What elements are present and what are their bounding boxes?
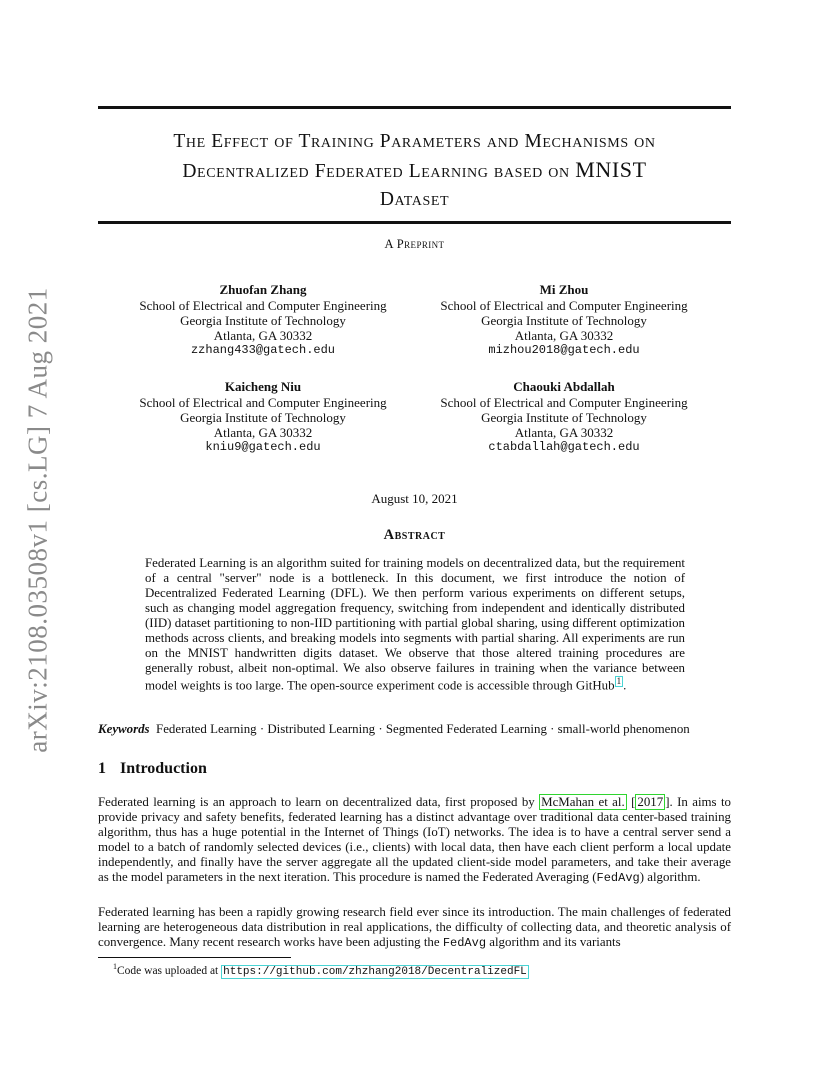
title-line-3: Dataset <box>379 189 450 210</box>
author-block <box>414 379 714 455</box>
author-dept: School of Electrical and Computer Engineering <box>139 395 387 410</box>
author-institution: Georgia Institute of Technology <box>481 410 647 425</box>
citation-link-year[interactable]: 2017 <box>637 795 664 809</box>
author-city: Atlanta, GA 30332 <box>213 328 313 343</box>
author-email: ctabdallah@gatech.edu <box>488 440 640 454</box>
author-institution: Georgia Institute of Technology <box>180 313 346 328</box>
keywords-line <box>98 722 731 737</box>
intro-paragraph-1: Federated learning is an approach to learn on decentralized data, first proposed by McMahan et al. [ 2017 ]. In aims to provide privacy and safety benefits, federated learning has a distinct advantage over traditional data center-based training algorithm, thus has a huge potential in the Internet of Things (IoT) networks. The idea is to have a central server send a model to a batch of randomly selected devices (i.e., clients) with local data, then have each client perform a local update independently, and finally have the server aggregate all the updated client-side model parameters, and take their average as the model parameters in the next iteration. This procedure is named the Federated Averaging (FedAvg) algorithm. <box>98 795 731 885</box>
title-rule-bottom <box>98 221 731 224</box>
author-dept: School of Electrical and Computer Engineering <box>139 298 387 313</box>
author-dept: School of Electrical and Computer Engineering <box>440 298 688 313</box>
author-city: Atlanta, GA 30332 <box>514 425 614 440</box>
section-number: 1 <box>98 760 106 777</box>
footnote-mark: 1 <box>113 962 117 971</box>
author-dept: School of Electrical and Computer Engineering <box>440 395 688 410</box>
citation-link-author[interactable]: McMahan et al. <box>541 795 625 809</box>
author-block <box>414 282 714 358</box>
title-line-2: Decentralized Federated Learning based on MNIST <box>182 157 647 182</box>
title-line-1: The Effect of Training Parameters and Mechanisms on <box>173 131 656 152</box>
abstract-text: Federated Learning is an algorithm suited for training models on decentralized data, but the requirement of a central "server" node is a bottleneck. In this document, we first introduce the notion of Decentralized Federated Learning (DFL). We then perform various experiments on different setups, such as changing model aggregation frequency, switching from independent and identically distributed (IID) dataset partitioning to non-IID partitioning with partial global sharing, using different optimization methods across clients, and breaking models into segments with partial sharing. All experiments are run on the MNIST handwritten digits dataset. We observe that those altered training procedures are generally robust, albeit non-optimal. We also observe failures in training when the variance between model weights is too large. The open-source experiment code is accessible through GitHub 1 . <box>145 556 685 693</box>
abstract-heading: Abstract <box>383 527 446 543</box>
author-name: Mi Zhou <box>539 282 589 297</box>
section-heading <box>98 760 207 778</box>
intro-paragraph-2: Federated learning has been a rapidly growing research field ever since its introduction. The main challenges of federated learning are heterogeneous data distribution in real applications, the difficulty of collecting data, and theoretic analysis of convergence. Many recent research works have been adjusting the FedAvg algorithm and its variants <box>98 905 731 950</box>
author-block <box>113 282 413 358</box>
author-city: Atlanta, GA 30332 <box>213 425 313 440</box>
footnote: $^1$Code was uploaded at https://github.com/zhzhang2018/DecentralizedFL <box>113 962 527 978</box>
keywords-text: Federated Learning · Distributed Learning · Segmented Federated Learning · small-world phenomenon <box>156 722 690 736</box>
author-name: Kaicheng Niu <box>224 379 302 394</box>
arxiv-identifier: arXiv:2108.03508v1 [cs.LG] 7 Aug 2021 <box>22 287 53 753</box>
title-rule-top <box>98 106 731 109</box>
author-city: Atlanta, GA 30332 <box>514 328 614 343</box>
paper-title <box>98 128 731 214</box>
author-name: Chaouki Abdallah <box>513 379 615 394</box>
footnote-ref-link[interactable]: 1 <box>616 676 622 686</box>
publication-date: August 10, 2021 <box>371 491 458 506</box>
author-email: kniu9@gatech.edu <box>205 440 321 454</box>
keywords-label: Keywords <box>98 722 150 736</box>
author-institution: Georgia Institute of Technology <box>481 313 647 328</box>
author-email: zzhang433@gatech.edu <box>190 343 336 357</box>
author-block <box>113 379 413 455</box>
author-institution: Georgia Institute of Technology <box>180 410 346 425</box>
author-email: mizhou2018@gatech.edu <box>488 343 640 357</box>
author-name: Zhuofan Zhang <box>219 282 307 297</box>
github-url-link[interactable]: https://github.com/zhzhang2018/DecentralizedFL <box>223 965 527 978</box>
section-title: Introduction <box>120 760 207 777</box>
preprint-label: A Preprint <box>384 237 445 251</box>
footnote-rule <box>98 957 291 958</box>
